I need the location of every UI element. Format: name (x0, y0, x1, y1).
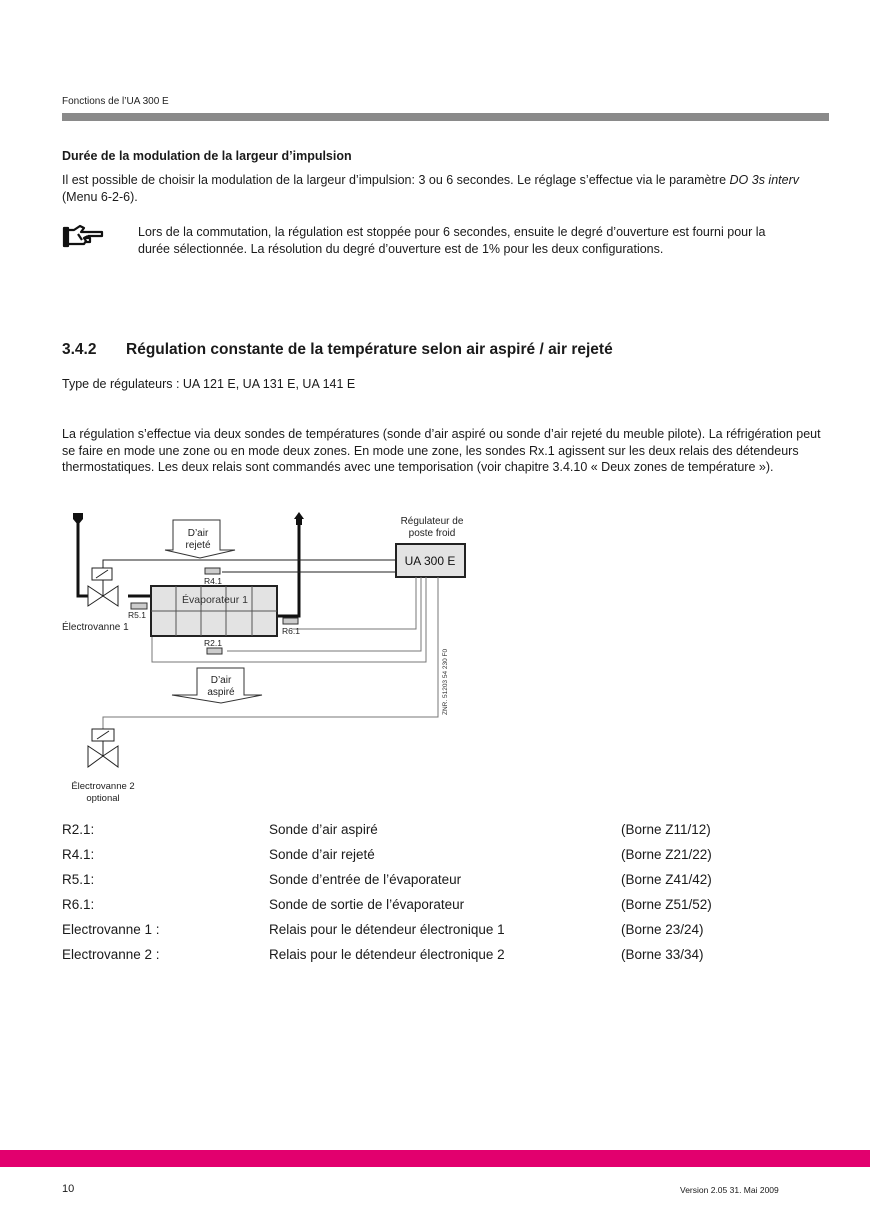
svg-text:aspiré: aspiré (207, 687, 235, 698)
legend-description: Sonde d’air rejeté (269, 847, 375, 862)
svg-text:poste froid: poste froid (408, 528, 456, 539)
svg-text:optional: optional (86, 793, 120, 804)
svg-text:R5.1: R5.1 (128, 610, 146, 620)
legend-description: Sonde d’entrée de l’évaporateur (269, 872, 462, 887)
legend-row (62, 922, 782, 947)
footer-accent-bar (0, 1150, 870, 1167)
legend-row (62, 847, 782, 872)
legend-id: R6.1: (62, 897, 95, 912)
legend-id: Electrovanne 1 : (62, 922, 160, 937)
svg-text:Électrovanne 1: Électrovanne 1 (62, 622, 129, 633)
svg-text:ZNR. 51203 54 230 F0: ZNR. 51203 54 230 F0 (442, 648, 449, 715)
legend-description: Sonde d’air aspiré (269, 822, 378, 837)
legend-id: R2.1: (62, 822, 95, 837)
svg-text:UA 300 E: UA 300 E (404, 554, 456, 568)
pwm-paragraph (62, 172, 832, 205)
pwm-text: Il est possible de choisir la modulation de la largeur d’impulsion: 3 ou 6 secondes. Le réglage s’effectue via le paramètre (62, 173, 730, 187)
svg-text:R6.1: R6.1 (282, 626, 300, 636)
section-paragraph: La régulation s’effectue via deux sondes de températures (sonde d’air aspiré ou sonde d’air rejeté du meuble pilote). La réfrigération peut se faire en mode une zone ou en mode deux zones. En mode une zone, les sondes Rx.1 agissent sur les deux relais des détendeurs thermostatiques. Les deux relais sont commandés avec une temporisation (voir chapitre 3.4.10 « Deux zones de température »). (62, 427, 821, 474)
legend-row (62, 897, 782, 922)
svg-text:D’air: D’air (210, 675, 232, 686)
version-info: Version 2.05 31. Mai 2009 (680, 1185, 779, 1195)
legend-id: R4.1: (62, 847, 95, 862)
legend-id: R5.1: (62, 872, 95, 887)
note-text: Lors de la commutation, la régulation est stoppée pour 6 secondes, ensuite le degré d’ouverture est fourni pour la durée sélectionnée. La résolution du degré d’ouverture est de 1% pour les deux configurations. (138, 225, 766, 256)
svg-text:Électrovanne 2: Électrovanne 2 (71, 781, 135, 792)
svg-text:D’air: D’air (187, 528, 209, 539)
legend-description: Sonde de sortie de l’évaporateur (269, 897, 465, 912)
legend-terminal: (Borne Z41/42) (621, 872, 712, 887)
page-number: 10 (62, 1183, 75, 1195)
svg-text:R4.1: R4.1 (204, 576, 222, 586)
legend-terminal: (Borne Z21/22) (621, 847, 712, 862)
legend-description: Relais pour le détendeur électronique 2 (269, 947, 505, 962)
parameter-name: DO 3s interv (729, 173, 799, 187)
svg-text:R2.1: R2.1 (204, 638, 222, 648)
legend-row (62, 872, 782, 897)
legend-table (62, 822, 782, 972)
legend-terminal: (Borne 33/34) (621, 947, 704, 962)
running-header: Fonctions de l’UA 300 E (62, 96, 169, 107)
legend-row (62, 947, 782, 972)
controller-types: Type de régulateurs : UA 121 E, UA 131 E, UA 141 E (62, 377, 356, 391)
legend-row (62, 822, 782, 847)
pwm-heading: Durée de la modulation de la largeur d’impulsion (62, 149, 352, 163)
legend-terminal: (Borne 23/24) (621, 922, 704, 937)
legend-description: Relais pour le détendeur électronique 1 (269, 922, 505, 937)
legend-terminal: (Borne Z11/12) (621, 822, 711, 837)
svg-text:Évaporateur 1: Évaporateur 1 (182, 594, 248, 606)
svg-text:Régulateur de: Régulateur de (400, 516, 464, 527)
wiring-diagram (55, 505, 485, 810)
section-title: Régulation constante de la température selon air aspiré / air rejeté (126, 341, 613, 358)
svg-text:rejeté: rejeté (185, 540, 211, 551)
section-heading (62, 341, 613, 359)
pointing-hand-icon (62, 224, 106, 250)
legend-terminal: (Borne Z51/52) (621, 897, 712, 912)
header-rule (62, 113, 829, 121)
legend-id: Electrovanne 2 : (62, 947, 160, 962)
pwm-text-end: (Menu 6-2-6). (62, 189, 138, 204)
section-number: 3.4.2 (62, 341, 97, 358)
